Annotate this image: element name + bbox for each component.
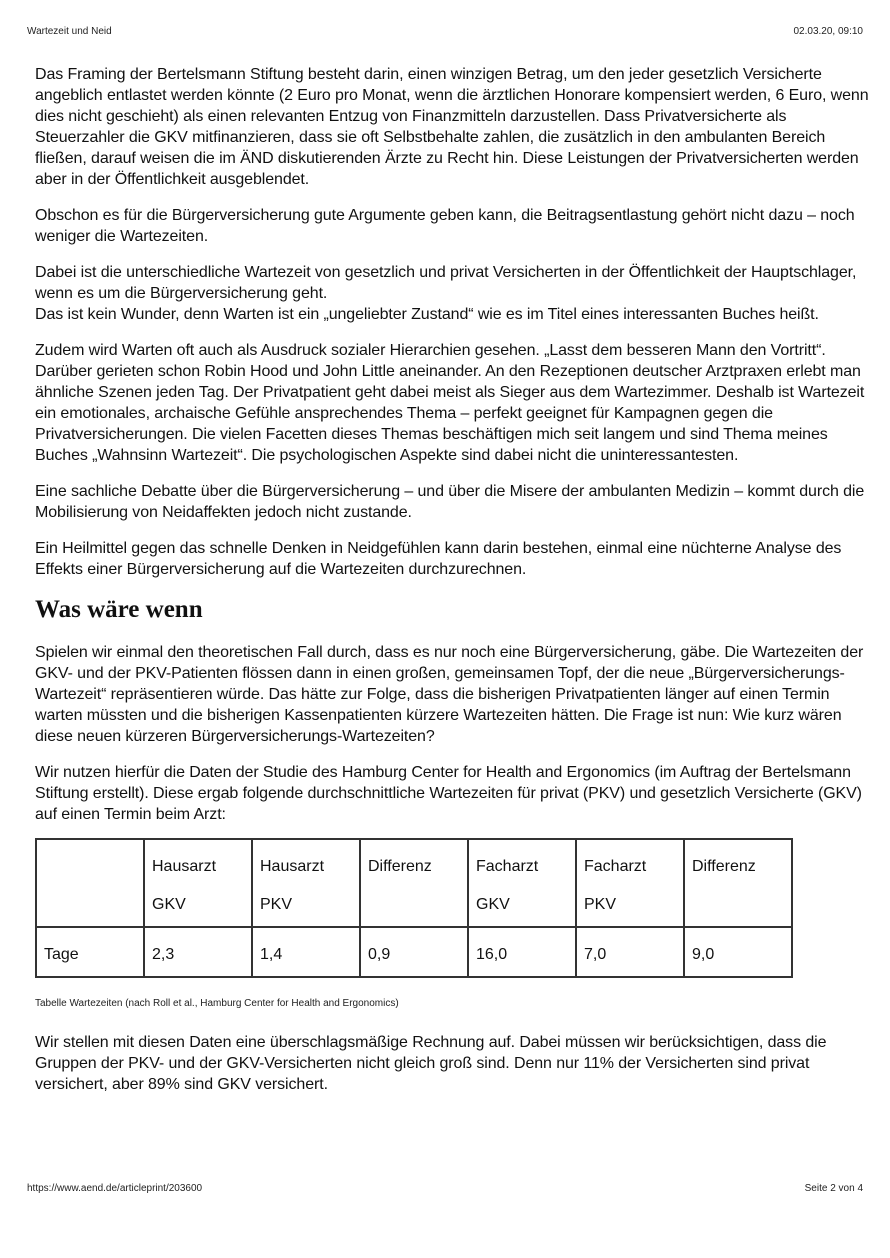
paragraph: Das Framing der Bertelsmann Stiftung besteht darin, einen winzigen Betrag, um den jeder gesetzlich Versicherte angeblich entlastet werden könnte (2 Euro pro Monat, wenn die ärztlichen Honorare kompensiert werden, 6 Euro, wenn dies nicht geschieht) als einen relevanten Entzug von Finanzmitteln darzustellen. Dass Privatversicherte als Steuerzahler die GKV mitfinanzieren, dass sie oft Selbstbehalte zahlen, die zusätzlich in den ambulanten Bereich fließen, darauf weisen die im ÄND diskutierenden Ärzte zu Recht hin. Diese Leistungen der Privatversicherten werden aber in der Öffentlichkeit ausgeblendet.	[35, 66, 869, 188]
waiting-times-table	[35, 838, 793, 978]
table-header-cell: Facharzt PKV	[576, 839, 684, 927]
table-cell: 0,9	[360, 927, 468, 977]
table-cell: 1,4	[252, 927, 360, 977]
paragraph	[35, 262, 870, 325]
table-header-cell: Hausarzt PKV	[252, 839, 360, 927]
table-cell: 7,0	[576, 927, 684, 977]
table-header-cell: Facharzt GKV	[468, 839, 576, 927]
table-header-row	[36, 839, 792, 927]
table-cell: 9,0	[684, 927, 792, 977]
print-footer-page-number: Seite 2 von 4	[804, 1183, 863, 1194]
article-body	[35, 64, 870, 1110]
paragraph-line: Dabei ist die unterschiedliche Wartezeit von gesetzlich und privat Versicherten in der Öffentlichkeit der Hauptschlager, wenn es um die Bürgerversicherung geht.	[35, 264, 857, 302]
paragraph: Wir stellen mit diesen Daten eine überschlagsmäßige Rechnung auf. Dabei müssen wir berücksichtigen, dass die Gruppen der PKV- und der GKV-Versicherten nicht gleich groß sind. Denn nur 11% der Versicherten sind privat versichert, aber 89% sind GKV versichert.	[35, 1034, 827, 1093]
table-row	[36, 927, 792, 977]
table-cell: 16,0	[468, 927, 576, 977]
paragraph-line: Das ist kein Wunder, denn Warten ist ein „ungeliebter Zustand“ wie es im Titel eines interessanten Buches heißt.	[35, 306, 819, 323]
print-header-title: Wartezeit und Neid	[27, 26, 112, 37]
table-header-cell: Hausarzt GKV	[144, 839, 252, 927]
table-header-cell	[36, 839, 144, 927]
paragraph: Obschon es für die Bürgerversicherung gute Argumente geben kann, die Beitragsentlastung gehört nicht dazu – noch weniger die Wartezeiten.	[35, 207, 855, 245]
paragraph: Zudem wird Warten oft auch als Ausdruck sozialer Hierarchien gesehen. „Lasst dem besseren Mann den Vortritt“. Darüber gerieten schon Robin Hood und John Little aneinander. An den Rezeptionen deutscher Arztpraxen erlebt man ähnliche Szenen jeden Tag. Der Privatpatient geht dabei meist als Sieger aus dem Wartezimmer. Deshalb ist Wartezeit ein emotionales, archaische Gefühle ansprechendes Thema – perfekt geeignet für Kampagnen gegen die Privatversicherungen. Die vielen Facetten dieses Themas beschäftigen mich seit langem und sind Thema meines Buches „Wahnsinn Wartezeit“. Die psychologischen Aspekte sind dabei nicht die uninteressantesten.	[35, 342, 865, 464]
print-header-datetime: 02.03.20, 09:10	[793, 26, 863, 37]
paragraph: Wir nutzen hierfür die Daten der Studie des Hamburg Center for Health and Ergonomics (im Auftrag der Bertelsmann Stiftung erstellt). Diese ergab folgende durchschnittliche Wartezeiten für privat (PKV) und gesetzlich Versicherte (GKV) auf einen Termin beim Arzt:	[35, 764, 862, 823]
paragraph: Ein Heilmittel gegen das schnelle Denken in Neidgefühlen kann darin bestehen, einmal eine nüchterne Analyse des Effekts einer Bürgerversicherung auf die Wartezeiten durchzurechnen.	[35, 540, 842, 578]
table-header-cell: Differenz	[684, 839, 792, 927]
paragraph: Eine sachliche Debatte über die Bürgerversicherung – und über die Misere der ambulanten Medizin – kommt durch die Mobilisierung von Neidaffekten jedoch nicht zustande.	[35, 483, 865, 521]
table-cell: 2,3	[144, 927, 252, 977]
table-caption: Tabelle Wartezeiten (nach Roll et al., Hamburg Center for Health and Ergonomics)	[35, 998, 399, 1009]
table-cell-label: Tage	[36, 927, 144, 977]
print-footer-url[interactable]: https://www.aend.de/articleprint/203600	[27, 1183, 203, 1194]
section-heading: Was wäre wenn	[35, 596, 203, 623]
paragraph: Spielen wir einmal den theoretischen Fall durch, dass es nur noch eine Bürgerversicherung, gäbe. Die Wartezeiten der GKV- und der PKV-Patienten flössen dann in einen großen, gemeinsamen Topf, der die neue „Bürgerversicherungs-Wartezeit“ repräsentieren würde. Das hätte zur Folge, dass die bisherigen Privatpatienten länger auf einen Termin warten müssten und die bisherigen Kassenpatienten kürzere Wartezeiten hätten. Die Frage ist nun: Wie kurz wären diese neuen kürzeren Bürgerversicherungs-Wartezeiten?	[35, 644, 864, 745]
table-header-cell: Differenz	[360, 839, 468, 927]
